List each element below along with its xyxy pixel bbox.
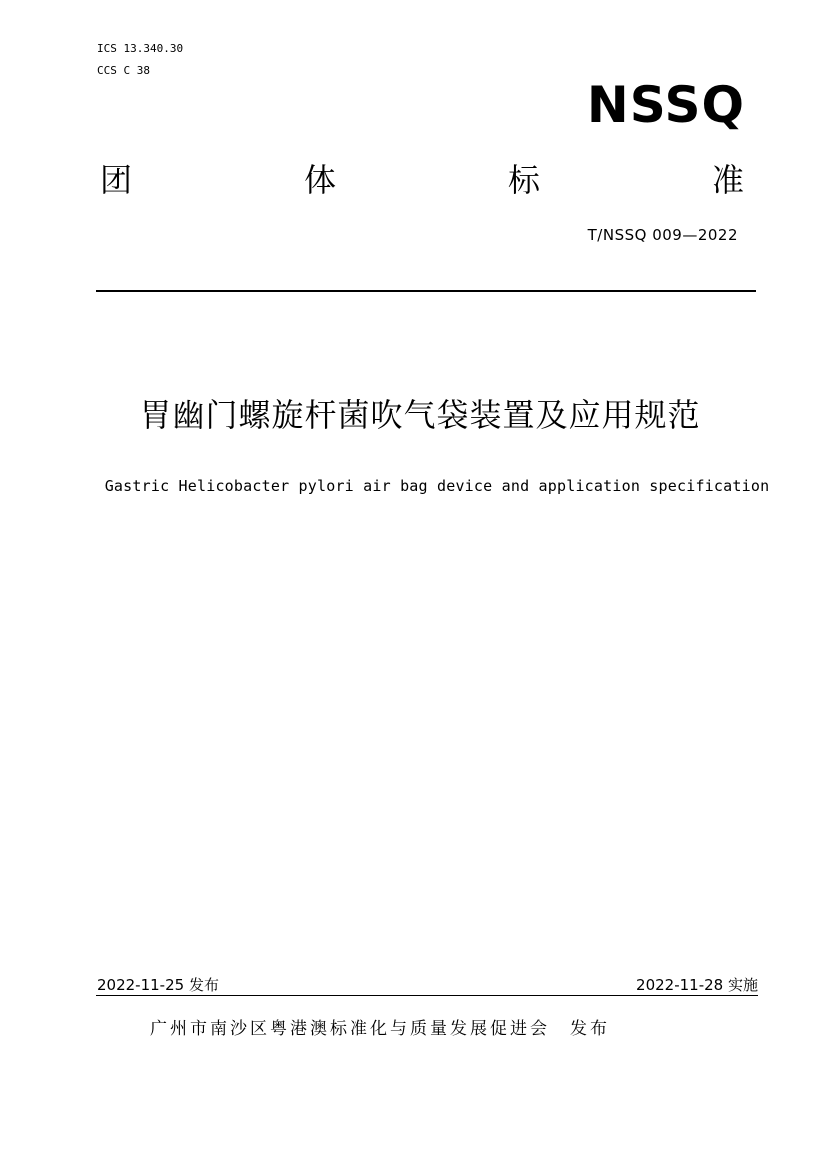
standard-type-heading: [100, 158, 744, 202]
footer-divider: [96, 995, 758, 996]
standard-type-char: 标: [507, 161, 540, 199]
document-title-chinese: 胃幽门螺旋杆菌吹气袋装置及应用规范: [139, 396, 701, 434]
standard-type-char: 团: [100, 161, 133, 199]
ics-code: ICS 13.340.30: [97, 42, 184, 55]
header-divider: [96, 290, 756, 292]
standard-type-char: 体: [303, 161, 336, 199]
issue-date: 2022-11-25 发布: [97, 976, 219, 994]
ccs-code: CCS C 38: [97, 64, 150, 77]
implementation-date: 2022-11-28 实施: [636, 976, 758, 994]
standard-type-char: 准: [711, 161, 744, 199]
standard-number: T/NSSQ 009—2022: [587, 226, 738, 244]
publisher-line: 广州市南沙区粤港澳标准化与质量发展促进会 发布: [150, 1019, 610, 1039]
nssq-logo: NSSQ: [586, 76, 745, 134]
document-title-english: Gastric Helicobacter pylori air bag device and application specification: [104, 477, 770, 495]
